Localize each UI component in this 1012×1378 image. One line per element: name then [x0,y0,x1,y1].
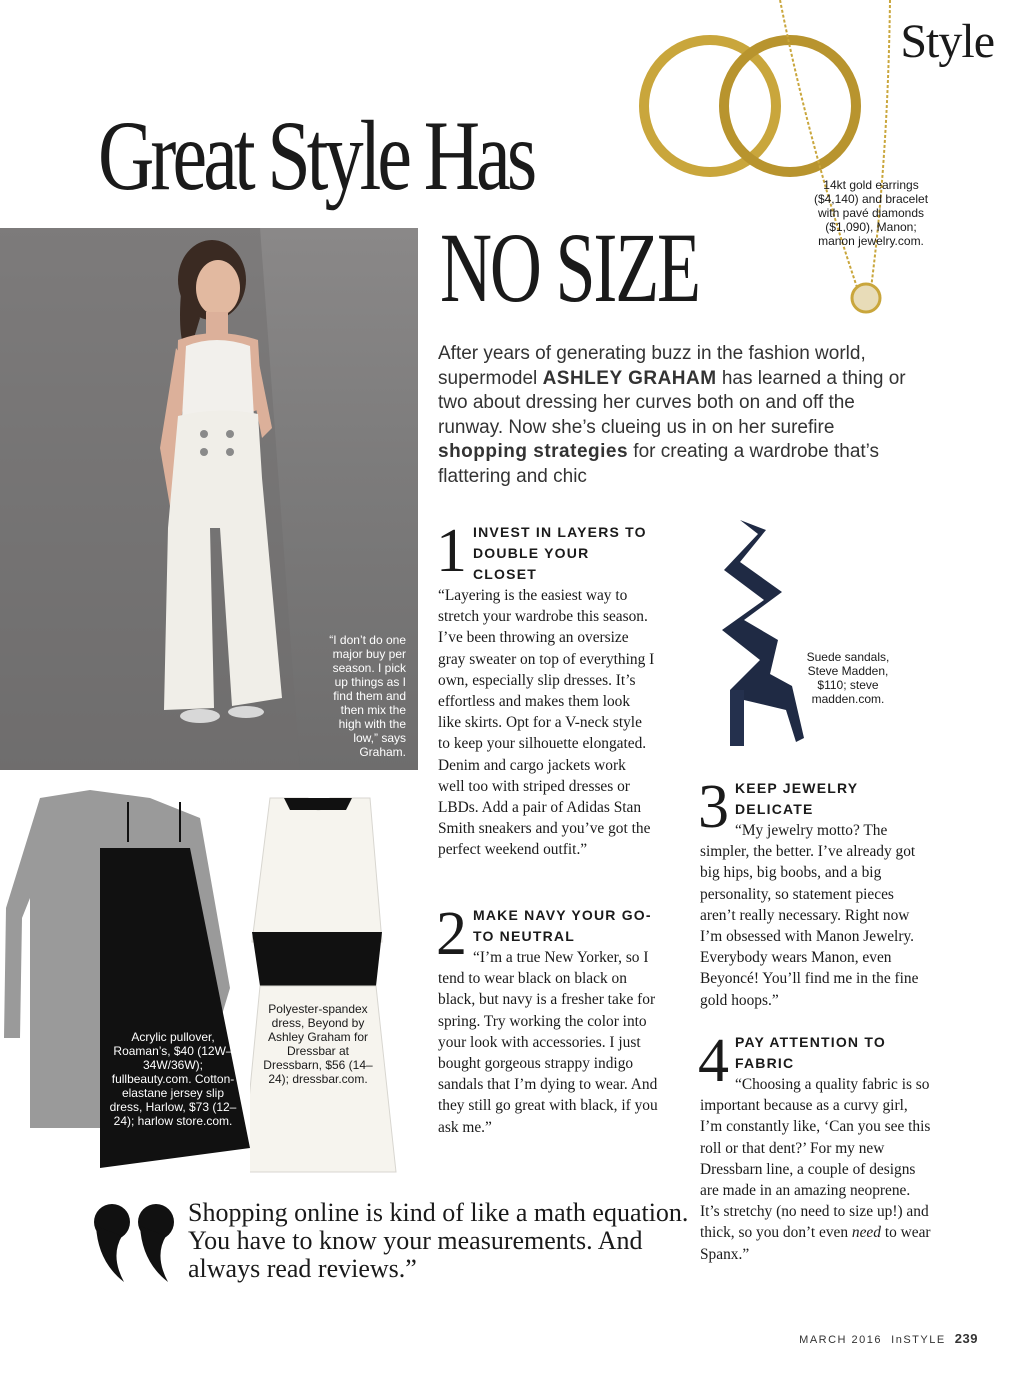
tip-2-heading: MAKE NAVY YOUR GO-TO NEUTRAL [473,907,652,944]
deck-text-2: has learned a thing or two about dressing her curves both on and off the runway. Now she’s clueing us in on her surefire [438,367,906,438]
deck-text-3: for creating a wardrobe that’s flattering and chic [438,441,880,487]
photo-caption: “I don’t do one major buy per season. I pick up things as I find them and then mix the high with the low,” says Graham. [329,633,406,759]
pull-quote [92,1196,692,1288]
deck-emphasis: shopping strategies [438,441,629,463]
section-tag: Style [900,15,994,68]
pullover-caption: Acrylic pullover, Roaman’s, $40 (12W–34W/36W); fullbeauty.com. Cotton-elastane jersey slip dress, Harlow, $73 (12–24); harlow store.com. [109,1030,237,1128]
tip-4-body-pre: “Choosing a quality fabric is so important because as a curvy girl, I’m constantly like, ‘Can you see this roll or that dent?’ For my new Dressbarn line, a couple of designs are made in an amazing neoprene. It’s stretchy (no need to size up!) and thick, so you don’t even [700,1076,931,1242]
tip-1 [436,517,656,861]
quote-mark-icon [92,1200,180,1284]
tip-3 [698,773,932,1011]
tip-3-number: 3 [698,773,729,841]
article-deck [438,342,908,490]
tip-4-body-post: to wear Spanx.” [700,1224,931,1263]
white-dress-image [250,792,400,1182]
earrings-caption: 14kt gold earrings ($4,140) and bracelet with pavé diamonds ($1,090), Manon; manon jewelry.com. [813,178,929,248]
deck-text-1: After years of generating buzz in the fashion world, supermodel [438,343,866,389]
page-number: 239 [954,1331,978,1346]
page-footer [799,1331,978,1346]
gold-earrings-bracelet-image [630,0,930,330]
tip-3-body: “My jewelry motto? The simpler, the better. I’ve already got big hips, big boobs, and a big personality, so statement pieces aren’t really necessary. Right now I’m obsessed with Manon Jewelry. Everybody wears Manon, even Beyoncé! You’ll find me in the fine gold hoops.” [700,822,919,1009]
tip-1-body: “Layering is the easiest way to stretch your wardrobe this season. I’ve been throwing an oversize gray sweater on top of everything I own, especially slip dresses. It’s effortless and makes them look like skirts. Opt for a V-neck style to keep your silhouette elongated. Denim and cargo jackets work well too with striped dresses or LBDs. Add a pair of Adidas Stan Smith sneakers and you’ve got the perfect weekend outfit.” [438,587,655,859]
headline-line-1: Great Style Has [98,100,534,211]
footer-magazine: InSTYLE [891,1334,946,1346]
tip-2 [436,900,662,1138]
tip-4 [698,1027,932,1265]
tip-4-body-emphasis: need [851,1224,881,1242]
model-photo [0,228,418,770]
tip-4-number: 4 [698,1027,729,1095]
tip-4-heading: PAY ATTENTION TO FABRIC [735,1034,886,1071]
navy-sandals-image [700,510,810,760]
footer-issue: MARCH 2016 [799,1334,883,1346]
tip-1-heading: INVEST IN LAYERS TO DOUBLE YOUR CLOSET [473,524,647,582]
deck-name: ASHLEY GRAHAM [542,367,717,389]
tip-3-heading: KEEP JEWELRY DELICATE [735,780,859,817]
sandals-caption: Suede sandals, Steve Madden, $110; steve madden.com. [806,650,890,706]
dress-caption: Polyester-spandex dress, Beyond by Ashley Graham for Dressbar at Dressbarn, $56 (14–24); dressbar.com. [263,1002,373,1086]
tip-2-number: 2 [436,900,467,968]
tip-1-number: 1 [436,517,467,585]
headline-line-2: NO SIZE [440,212,699,323]
pull-quote-text: Shopping online is kind of like a math equation. You have to know your measurements. And always read reviews.” [188,1198,689,1283]
tip-2-body: “I’m a true New Yorker, so I tend to wear black on black on black, but navy is a fresher take for spring. Try working the color into your look with accessories. I just bought gorgeous strappy indigo sandals that I’m dying to wear. And they still go great with black, if you ask me.” [438,949,658,1136]
tip-4-body [700,1076,931,1263]
